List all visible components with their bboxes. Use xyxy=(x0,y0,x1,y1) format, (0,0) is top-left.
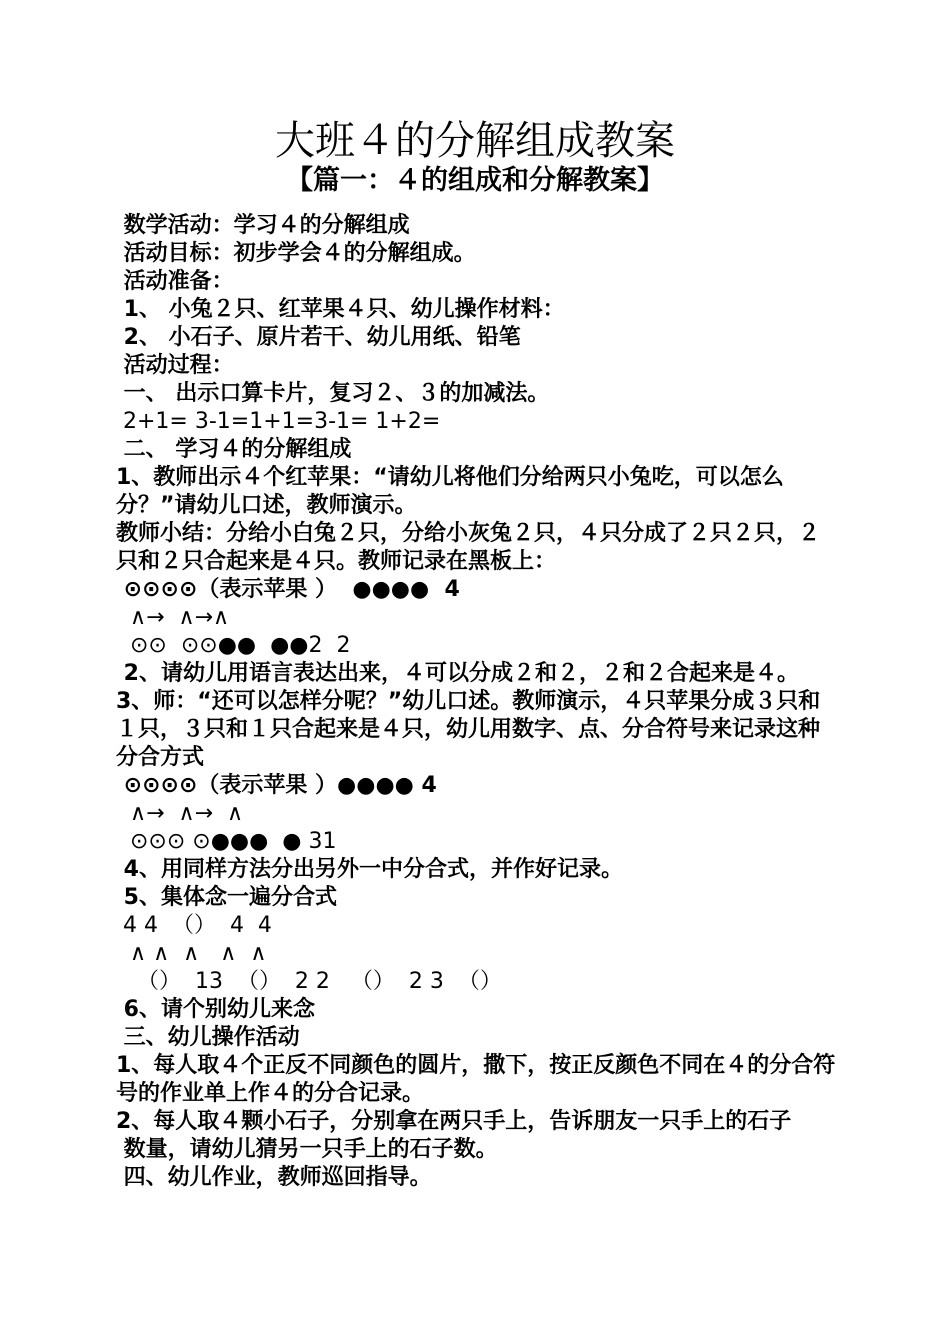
arrow-diagram-1: ∧→ ∧→∧ xyxy=(116,605,230,630)
step-2-1: 1、教师出示４个红苹果：“请幼儿将他们分给两只小兔吃，可以怎么分？”请幼儿口述，教师演示。 xyxy=(116,465,784,518)
apple-diagram-1: ⊙⊙⊙⊙（表示苹果 ） ●●●● 4 xyxy=(116,577,460,602)
step-2-2: 2、请幼儿用语言表达出来，４可以分成２和２，２和２合起来是４。 xyxy=(116,661,799,686)
section-4-heading: 四、幼儿作业，教师巡回指导。 xyxy=(116,1165,432,1190)
activity-process-heading: 活动过程： xyxy=(116,353,234,378)
step-2-5: 5、集体念一遍分合式 xyxy=(116,885,337,910)
step-3-1: 1、每人取４个正反不同颜色的圆片，撒下，按正反颜色不同在４的分合符号的作业单上作４的分合记录。 xyxy=(116,1053,836,1106)
step-3-2: 2、每人取４颗小石子，分别拿在两只手上，告诉朋友一只手上的石子 xyxy=(116,1109,792,1134)
section-1-heading: 一、 出示口算卡片，复习２、３的加减法。 xyxy=(116,381,550,406)
math-equations: 2+1= 3-1=1+1=3-1= 1+2= xyxy=(116,409,441,434)
document-subtitle: 【篇一：４的组成和分解教案】 xyxy=(286,165,664,196)
teacher-summary: 教师小结：分给小白兔２只，分给小灰兔２只，４只分成了２只２只，２只和２只合起来是４只。教师记录在黑板上： xyxy=(116,521,821,574)
step-2-4: 4、用同样方法分出另外一中分合式，并作好记录。 xyxy=(116,857,623,882)
step-2-6: 6、请个别幼儿来念 xyxy=(116,997,315,1022)
step-3-2-continued: 数量，请幼儿猜另一只手上的石子数。 xyxy=(116,1137,498,1162)
apple-diagram-2: ⊙⊙⊙⊙（表示苹果 ）●●●● 4 xyxy=(116,773,437,798)
split-diagram-2: ⊙⊙⊙ ⊙●●● ● 31 xyxy=(116,829,337,854)
document-title: 大班４的分解组成教案 xyxy=(275,118,675,164)
combination-row-top: 4 4 （） 4 4 xyxy=(116,913,272,938)
combination-row-arrows: ∧ ∧ ∧ ∧ ∧ xyxy=(116,941,267,966)
activity-name: 数学活动：学习４的分解组成 xyxy=(116,213,410,238)
activity-prep-heading: 活动准备： xyxy=(116,269,234,294)
combination-row-bottom: （） 13 （） 2 2 （） 2 3 （） xyxy=(116,969,502,994)
section-2-heading: 二、 学习４的分解组成 xyxy=(116,437,352,462)
prep-item-1: 1、 小兔２只、红苹果４只、幼儿操作材料： xyxy=(116,297,565,322)
step-2-3: 3、师：“还可以怎样分呢？”幼儿口述。教师演示，４只苹果分成３只和１只，３只和１只合起来是４只，幼儿用数字、点、分合符号来记录这种分合方式 xyxy=(116,689,821,770)
split-diagram-1: ⊙⊙ ⊙⊙●● ●●2 2 xyxy=(116,633,351,658)
prep-item-2: 2、 小石子、原片若干、幼儿用纸、铅笔 xyxy=(116,325,521,350)
arrow-diagram-2: ∧→ ∧→ ∧ xyxy=(116,801,244,826)
activity-goal: 活动目标：初步学会４的分解组成。 xyxy=(116,241,476,266)
document-body xyxy=(116,212,836,1192)
section-3-heading: 三、幼儿操作活动 xyxy=(116,1025,300,1050)
